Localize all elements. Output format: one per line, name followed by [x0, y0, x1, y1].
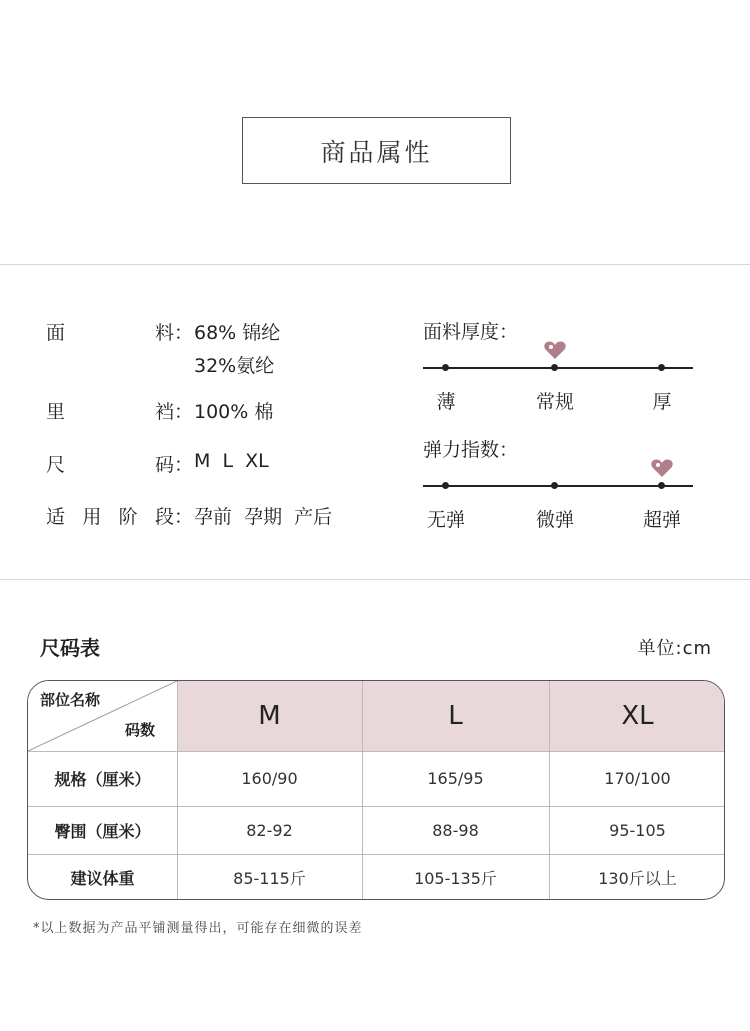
- section-title: 商品属性: [242, 117, 511, 184]
- elasticity-option-none: 无弹: [426, 509, 465, 531]
- thickness-dot-2: [658, 364, 665, 371]
- elasticity-dot-0: [442, 482, 449, 489]
- attr-size: [46, 450, 269, 477]
- attr-value: 68% 锦纶: [194, 322, 281, 344]
- attr-value: 32%氨纶: [194, 355, 275, 377]
- elasticity-option-super: 超弹: [642, 509, 681, 531]
- corner-top-label: 部位名称: [40, 691, 101, 709]
- heart-icon: [544, 340, 566, 360]
- table-cell: 105-135斤: [414, 869, 497, 888]
- attr-value: M L XL: [194, 450, 269, 472]
- elasticity-option-slight: 微弹: [535, 509, 574, 531]
- elasticity-scale-line: [423, 485, 693, 487]
- elasticity-title: 弹力指数：: [423, 439, 519, 461]
- footnote: *以上数据为产品平铺测量得出，可能存在细微的误差: [33, 921, 363, 936]
- thickness-dot-0: [442, 364, 449, 371]
- divider-middle: [0, 579, 750, 580]
- elasticity-dot-1: [551, 482, 558, 489]
- thickness-title: 面料厚度：: [423, 321, 519, 343]
- attr-fabric-2: [194, 351, 274, 378]
- table-cell: 165/95: [427, 769, 484, 788]
- attr-colon: ：: [174, 401, 194, 423]
- attr-value: 100% 棉: [194, 401, 274, 423]
- row-label-hip: 臀围（厘米）: [54, 821, 151, 841]
- elasticity-dot-2: [658, 482, 665, 489]
- attr-value: 孕前 孕期 产后: [194, 506, 333, 528]
- attr-label: 面 料: [46, 322, 174, 344]
- table-cell: 95-105: [609, 820, 666, 840]
- attr-colon: ：: [174, 506, 194, 528]
- attr-label: 适 用 阶 段: [46, 506, 174, 528]
- attr-fabric: [46, 318, 280, 345]
- size-header-xl: XL: [549, 681, 725, 751]
- unit-label: 单位:cm: [637, 638, 712, 659]
- size-table: [27, 680, 725, 900]
- table-cell: 170/100: [604, 769, 671, 788]
- row-label-weight: 建议体重: [70, 869, 135, 888]
- attr-lining: [46, 397, 273, 424]
- table-cell: 160/90: [241, 769, 298, 788]
- attr-colon: ：: [174, 322, 194, 344]
- row-label-spec: 规格（厘米）: [54, 770, 151, 789]
- attr-label: 尺 码: [46, 454, 174, 476]
- thickness-dot-1: [551, 364, 558, 371]
- attr-colon: ：: [174, 454, 194, 476]
- corner-cell: [28, 681, 177, 751]
- thickness-option-regular: 常规: [535, 391, 574, 413]
- thickness-scale-line: [423, 367, 693, 369]
- size-header-l: L: [362, 681, 549, 751]
- corner-bottom-label: 码数: [125, 721, 156, 739]
- table-cell: 130斤以上: [598, 869, 677, 888]
- table-cell: 82-92: [246, 820, 293, 840]
- divider-top: [0, 264, 750, 265]
- thickness-option-thin: 薄: [436, 391, 456, 413]
- thickness-option-thick: 厚: [652, 391, 672, 413]
- table-cell: 85-115斤: [233, 869, 306, 888]
- attr-label: 里 裆: [46, 401, 174, 423]
- attr-stage: [46, 502, 332, 529]
- size-header-m: M: [177, 681, 362, 751]
- table-cell: 88-98: [432, 820, 479, 840]
- size-table-title: 尺码表: [40, 636, 100, 660]
- heart-icon: [651, 458, 673, 478]
